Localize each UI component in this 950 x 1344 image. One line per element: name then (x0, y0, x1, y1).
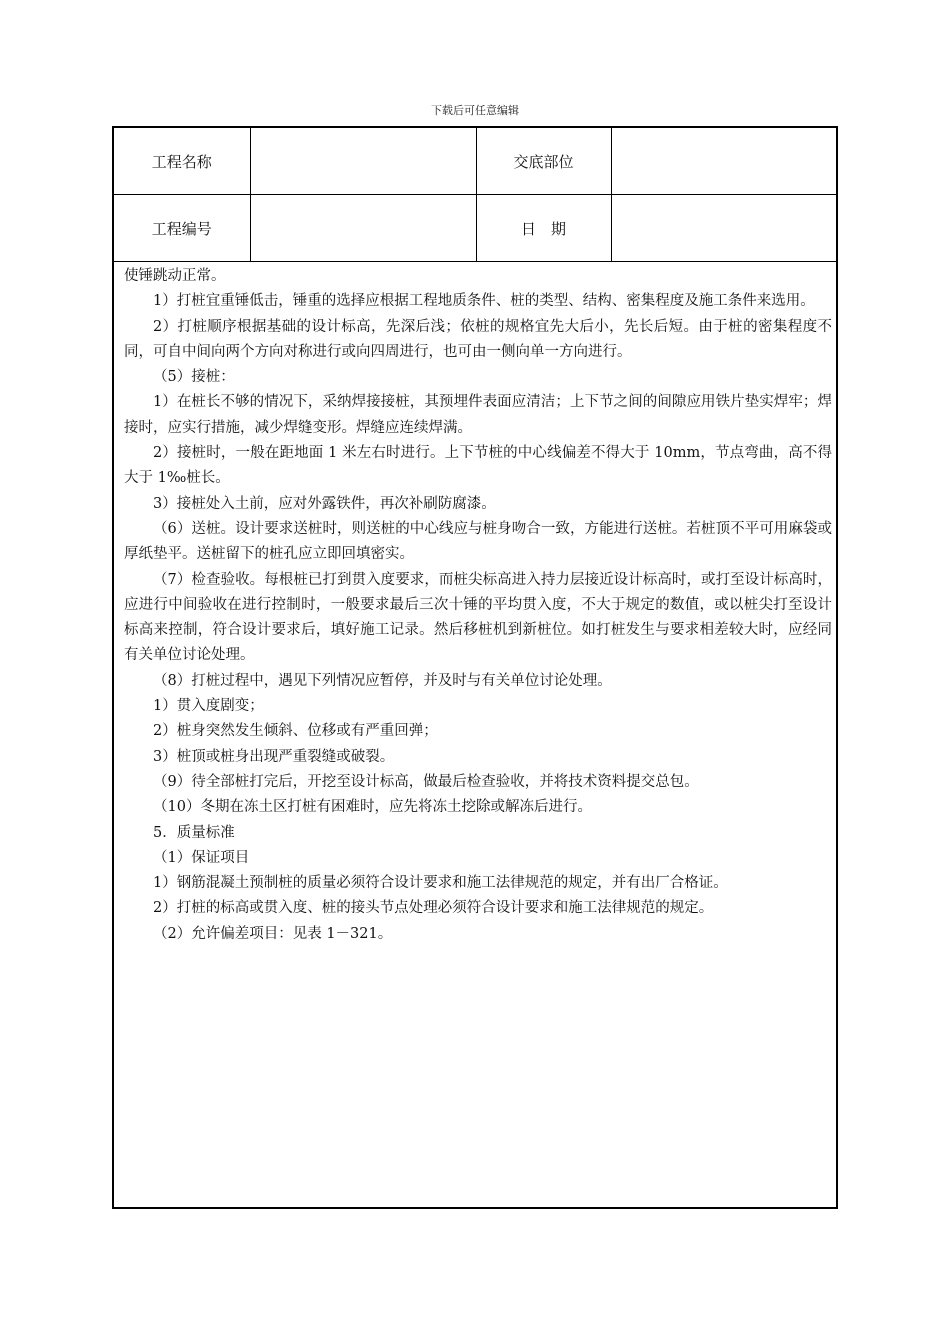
project-name-value[interactable] (250, 128, 476, 195)
body-paragraph: 1）钢筋混凝土预制桩的质量必须符合设计要求和施工法律规范的规定，并有出厂合格证。 (153, 875, 728, 892)
body-paragraph: 1）贯入度剧变； (153, 698, 264, 715)
body-paragraph: 3）接桩处入土前，应对外露铁件，再次补刷防腐漆。 (153, 495, 496, 512)
body-paragraph: 2）打桩顺序根据基础的设计标高，先深后浅；依桩的规格宜先大后小，先长后短。由于桩的密集程度不同，可自中间向两个方向对称进行或向四周进行，也可由一侧向单一方向进行。 (124, 318, 832, 360)
body-paragraph: 1）在桩长不够的情况下，采纳焊接接桩，其预埋件表面应清洁；上下节之间的间隙应用铁片垫实焊牢；焊接时，应实行措施，减少焊缝变形。焊缝应连续焊满。 (124, 394, 832, 436)
body-paragraph: 2）桩身突然发生倾斜、位移或有严重回弹； (153, 723, 438, 740)
body-text (124, 264, 832, 947)
body-paragraph: （2）允许偏差项目：见表 1－321。 (153, 925, 393, 942)
info-row-project-number (114, 195, 836, 262)
project-number-value[interactable] (250, 195, 476, 262)
body-paragraph: （8）打桩过程中，遇见下列情况应暂停，并及时与有关单位讨论处理。 (153, 672, 612, 689)
project-name-label: 工程名称 (114, 128, 250, 195)
date-value[interactable] (611, 195, 836, 262)
body-paragraph: 2）打桩的标高或贯入度、桩的接头节点处理必须符合设计要求和施工法律规范的规定。 (153, 900, 714, 917)
body-paragraph: 使锤跳动正常。 (124, 268, 226, 284)
project-number-label: 工程编号 (114, 195, 250, 262)
body-paragraph: （6）送桩。设计要求送桩时，则送桩的中心线应与桩身吻合一致，方能进行送桩。若桩顶不平可用麻袋或厚纸垫平。送桩留下的桩孔应立即回填密实。 (124, 520, 832, 563)
body-paragraph: （7）检查验收。每根桩已打到贯入度要求，而桩尖标高进入持力层接近设计标高时，或打至设计标高时，应进行中间验收在进行控制时，一般要求最后三次十锤的平均贯入度，不大于规定的数值，或以桩尖打至设计标高来控制，符合设计要求后，填好施工记录。然后移桩机到新桩位。如打桩发生与要求相差较大时，应经同有关单位讨论处理。 (124, 571, 832, 664)
disclosure-part-label: 交底部位 (476, 128, 611, 195)
body-paragraph: 3）桩顶或桩身出现严重裂缝或破裂。 (153, 748, 395, 765)
info-row-project-name (114, 128, 836, 195)
body-paragraph: （1）保证项目 (153, 849, 250, 866)
disclosure-part-value[interactable] (611, 128, 836, 195)
body-paragraph: （10）冬期在冻土区打桩有困难时，应先将冻土挖除或解冻后进行。 (153, 799, 592, 816)
body-paragraph: 5．质量标准 (153, 824, 235, 841)
body-paragraph: （9）待全部桩打完后，开挖至设计标高，做最后检查验收，并将技术资料提交总包。 (153, 773, 699, 790)
date-label: 日 期 (476, 195, 611, 262)
document-frame (112, 126, 838, 1209)
body-paragraph: （5）接桩： (153, 369, 235, 386)
body-paragraph: 2）接桩时，一般在距地面 1 米左右时进行。上下节桩的中心线偏差不得大于 10mm，节点弯曲，高不得大于 1‰桩长。 (124, 445, 832, 487)
info-table (114, 128, 836, 262)
header-note: 下载后可任意编辑 (431, 104, 519, 117)
body-paragraph: 1）打桩宜重锤低击，锤重的选择应根据工程地质条件、桩的类型、结构、密集程度及施工条件来选用。 (153, 293, 815, 310)
